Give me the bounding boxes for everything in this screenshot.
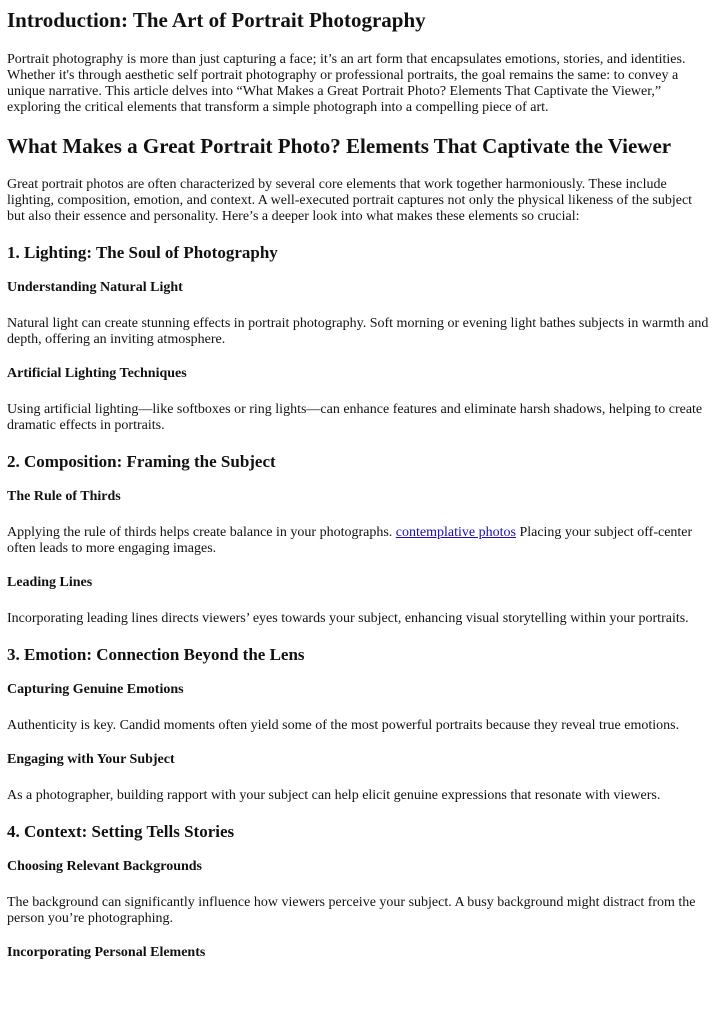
main-paragraph: Great portrait photos are often characterized by several core elements that work together harmoniously. These include lighting, composition, emotion, and context. A well-executed portrait captures not only the physical likeness of the subject but also their essence and personality. Here’s a deeper look into what makes these elements so crucial: (7, 177, 693, 224)
natural-light-text: Natural light can create stunning effects in portrait photography. Soft morning or evening light bathes subjects in warmth and depth, offering an inviting atmosphere. (7, 316, 709, 347)
rule-of-thirds-text-end: Placing your subject off-center often leads to more engaging images. (7, 525, 693, 556)
leading-lines-heading: Leading Lines (7, 575, 93, 590)
personal-elements-heading: Incorporating Personal Elements (7, 945, 206, 960)
engaging-subject-heading: Engaging with Your Subject (7, 752, 175, 767)
genuine-emotions-text: Authenticity is key. Candid moments often yield some of the most powerful portraits because they reveal true emotions. (7, 718, 680, 733)
rule-of-thirds-text (7, 525, 713, 557)
emotion-heading: 3. Emotion: Connection Beyond the Lens (7, 645, 305, 664)
leading-lines-text: Incorporating leading lines directs viewers’ eyes towards your subject, enhancing visual storytelling within your portraits. (7, 611, 689, 626)
artificial-lighting-heading: Artificial Lighting Techniques (7, 366, 187, 381)
rule-of-thirds-text-start: Applying the rule of thirds helps create balance in your photographs. (7, 525, 396, 540)
natural-light-heading: Understanding Natural Light (7, 280, 183, 295)
rule-of-thirds-heading: The Rule of Thirds (7, 489, 121, 504)
intro-paragraph: Portrait photography is more than just capturing a face; it’s an art form that encapsulates emotions, stories, and identities. Whether it's through aesthetic self portrait photography or professional portraits, the goal remains the same: to convey a unique narrative. This article delves into “What Makes a Great Portrait Photo? Elements That Captivate the Viewer,” exploring the critical elements that transform a simple photograph into a compelling piece of art. (7, 52, 686, 115)
artificial-lighting-text: Using artificial lighting—like softboxes or ring lights—can enhance features and eliminate harsh shadows, helping to create dramatic effects in portraits. (7, 402, 703, 433)
contemplative-photos-link[interactable]: contemplative photos (395, 525, 516, 540)
backgrounds-heading: Choosing Relevant Backgrounds (7, 859, 203, 874)
lighting-heading: 1. Lighting: The Soul of Photography (7, 243, 278, 262)
intro-title: Introduction: The Art of Portrait Photography (7, 8, 426, 32)
main-title: What Makes a Great Portrait Photo? Elements That Captivate the Viewer (7, 134, 672, 158)
composition-heading: 2. Composition: Framing the Subject (7, 452, 276, 471)
genuine-emotions-heading: Capturing Genuine Emotions (7, 682, 184, 697)
backgrounds-text: The background can significantly influence how viewers perceive your subject. A busy background might distract from the person you’re photographing. (7, 895, 696, 926)
engaging-subject-text: As a photographer, building rapport with your subject can help elicit genuine expressions that resonate with viewers. (7, 788, 661, 803)
context-heading: 4. Context: Setting Tells Stories (7, 822, 235, 841)
